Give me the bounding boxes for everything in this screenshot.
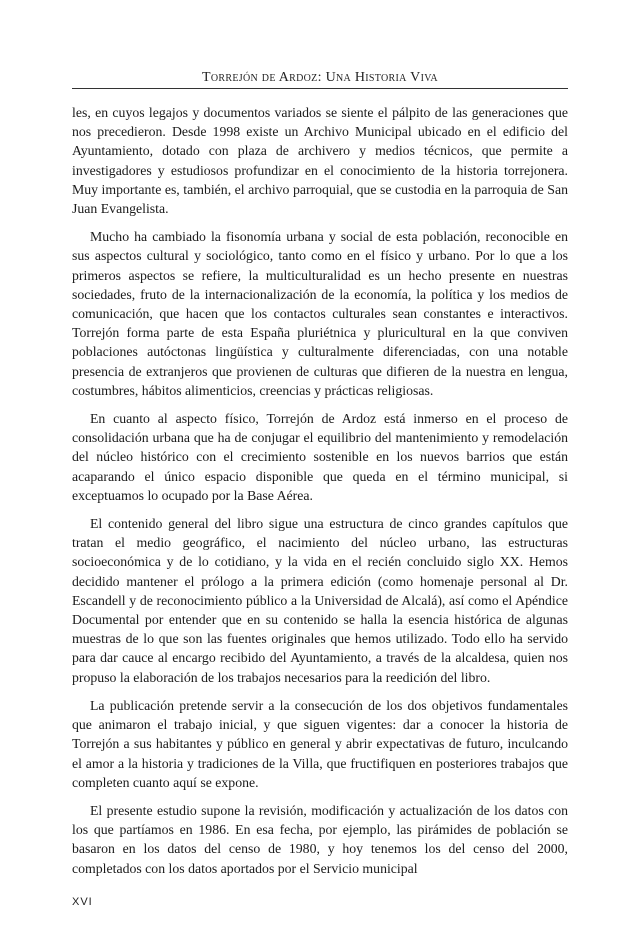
body-text <box>72 103 568 887</box>
running-header: Torrejón de Ardoz: Una Historia Viva <box>202 70 438 85</box>
page-number: XVI <box>72 896 93 908</box>
paragraph-4: El contenido general del libro sigue una estructura de cinco grandes capítulos que tratan el medio geográfico, el nacimiento del núcleo urbano, las estructuras socioeconómica y de lo cotidiano, y la vida en el recién concluido siglo XX. Hemos decidido mantener el prólogo a la primera edición (como homenaje personal al Dr. Escandell y de reconocimiento público a la Universidad de Alcalá), así como el Apéndice Documental por entender que en su contenido se halla la esencia histórica de algunas muestras de lo que son las fuentes originales que hemos utilizado. Todo ello ha servido para dar cauce al encargo recibido del Ayuntamiento, a través de la alcaldesa, quien nos propuso la elaboración de los trabajos necesarios para la reedición del libro. <box>72 516 568 685</box>
paragraph-3: En cuanto al aspecto físico, Torrejón de Ardoz está inmerso en el proceso de consolidación urbana que ha de conjugar el equilibrio del mantenimiento y remodelación del núcleo histórico con el crecimiento sostenible en los nuevos barrios que están acaparando el único espacio disponible que queda en el término municipal, si exceptuamos lo ocupado por la Base Aérea. <box>72 411 568 503</box>
paragraph-1: les, en cuyos legajos y documentos variados se siente el pálpito de las generaciones que nos precedieron. Desde 1998 existe un Archivo Municipal ubicado en el edificio del Ayuntamiento, dotado con plaza de archivero y medios técnicos, que permite a investigadores y estudiosos profundizar en el conocimiento de la historia torrejonera. Muy importante es, también, el archivo parroquial, que se custodia en la parroquia de San Juan Evangelista. <box>72 105 568 217</box>
paragraph-5: La publicación pretende servir a la consecución de los dos objetivos fundamentales que animaron el trabajo inicial, y que siguen vigentes: dar a conocer la historia de Torrejón a sus habitantes y público en general y abrir expectativas de futuro, inculcando el amor a la historia y tradiciones de la Villa, que fructifiquen en posteriores trabajos que completen cuanto aquí se expone. <box>72 697 568 790</box>
header-rule <box>72 88 568 89</box>
paragraph-6: El presente estudio supone la revisión, modificación y actualización de los datos con los que partíamos en 1986. En esa fecha, por ejemplo, las pirámides de población se basaron en los datos del censo de 1980, y hoy tenemos los del censo del 2000, completados con los datos aportados por el Servicio municipal <box>72 802 568 876</box>
paragraph-2: Mucho ha cambiado la fisonomía urbana y social de esta población, reconocible en sus aspectos cultural y sociológico, tanto como en el físico y urbano. Por lo que a los primeros aspectos se refiere, la multiculturalidad es un hecho presente en nuestras sociedades, fruto de la internacionalización de la economía, la política y los medios de comunicación, que hacen que los contactos culturales sean constantes e interactivos. Torrejón forma parte de esta España pluriétnica y pluricultural en la que conviven poblaciones autóctonas lingüística y culturalmente diferenciadas, con una notable presencia de extranjeros que provienen de culturas que difieren de la nuestra en lengua, costumbres, hábitos alimenticios, creencias y prácticas religiosas. <box>72 229 568 398</box>
